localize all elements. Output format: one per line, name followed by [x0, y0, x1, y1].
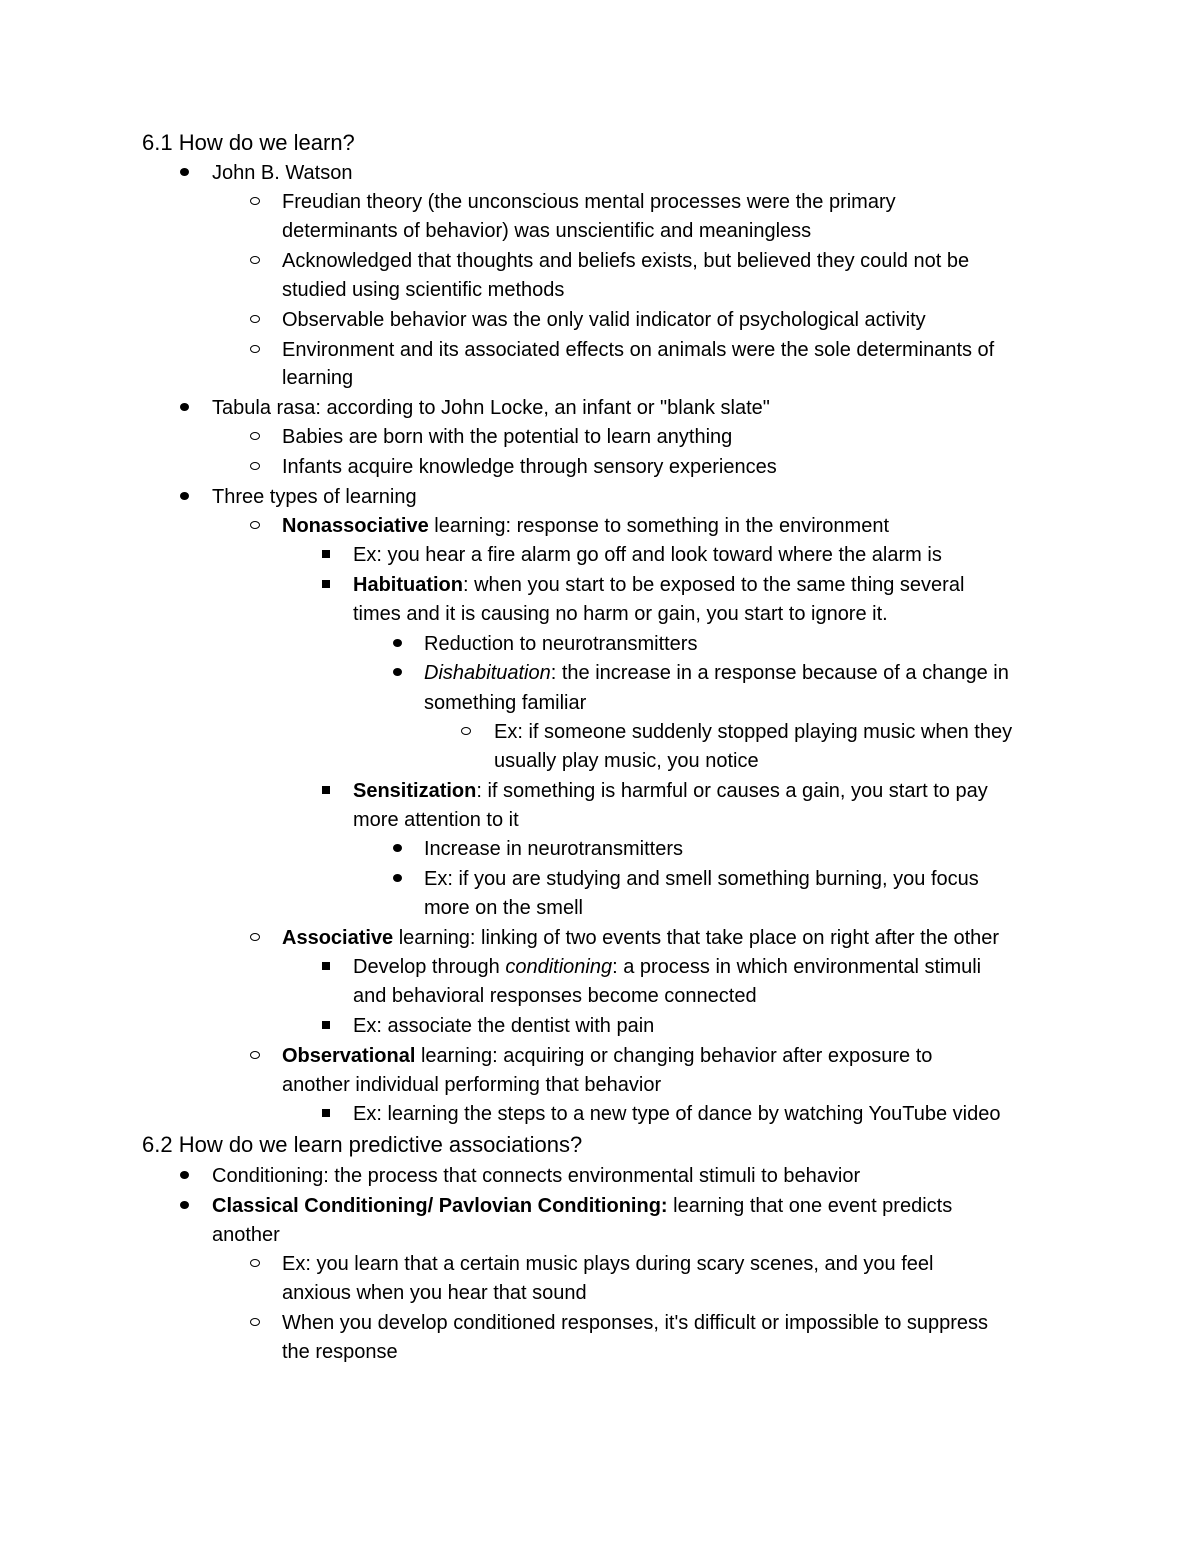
outline-line	[494, 747, 759, 776]
outline-line	[353, 571, 964, 600]
square-bullet-icon	[315, 541, 337, 570]
outline-line	[282, 247, 969, 276]
bold-term: Habituation	[353, 574, 463, 596]
circle-bullet-icon	[244, 512, 266, 541]
line-text: Three types of learning	[212, 486, 417, 508]
line-text: learning: response to something in the environment	[428, 515, 890, 537]
disc-bullet-icon	[173, 394, 195, 423]
outline-line	[212, 159, 352, 188]
outline-line	[282, 1279, 587, 1308]
line-text: Reduction to neurotransmitters	[424, 633, 698, 655]
outline-line	[282, 924, 999, 953]
outline-line	[494, 718, 1012, 747]
circle-bullet-icon	[244, 247, 266, 276]
square-bullet-icon	[315, 953, 337, 982]
outline-line	[282, 306, 926, 335]
outline-line	[282, 336, 994, 365]
outline-line	[212, 394, 770, 423]
circle-bullet-icon	[244, 1309, 266, 1338]
line-text: Ex: if you are studying and smell something burning, you focus	[424, 868, 979, 890]
line-text: the response	[282, 1341, 398, 1363]
circle-bullet-icon	[244, 453, 266, 482]
line-text: When you develop conditioned responses, it's difficult or impossible to suppress	[282, 1312, 989, 1334]
line-text: 6.1 How do we learn?	[142, 130, 355, 155]
bold-term: Observational	[282, 1045, 416, 1067]
line-text: times and it is causing no harm or gain, you start to ignore it.	[353, 603, 888, 625]
outline-line	[212, 1192, 952, 1221]
disc-bullet-icon	[386, 865, 408, 894]
line-text: learning	[282, 367, 354, 389]
outline-line	[282, 1071, 661, 1100]
outline-line	[212, 1221, 280, 1250]
circle-bullet-icon	[244, 306, 266, 335]
circle-bullet-icon	[244, 1042, 266, 1071]
line-text: another	[212, 1224, 280, 1246]
outline-line	[353, 1012, 654, 1041]
line-text: Freudian theory (the unconscious mental processes were the primary	[282, 191, 896, 213]
outline-line	[282, 1338, 398, 1367]
outline-line	[424, 865, 979, 894]
outline-line	[282, 276, 564, 305]
line-text: Babies are born with the potential to learn anything	[282, 426, 733, 448]
disc-bullet-icon	[173, 159, 195, 188]
square-bullet-icon	[315, 777, 337, 806]
section-heading	[142, 1130, 582, 1159]
line-text: something familiar	[424, 692, 587, 714]
outline-line	[212, 1162, 860, 1191]
line-text: more attention to it	[353, 809, 519, 831]
square-bullet-icon	[315, 571, 337, 600]
outline-line	[353, 953, 981, 982]
outline-line	[353, 806, 519, 835]
outline-line	[424, 894, 583, 923]
outline-line	[424, 689, 586, 718]
bold-term: Classical Conditioning/ Pavlovian Conditioning:	[212, 1195, 668, 1217]
outline-line	[353, 777, 988, 806]
outline-line	[282, 1042, 932, 1071]
line-text: Ex: associate the dentist with pain	[353, 1015, 655, 1037]
line-text: Develop through	[353, 956, 506, 978]
line-text: : a process in which environmental stimuli	[612, 956, 982, 978]
line-text: studied using scientific methods	[282, 279, 565, 301]
bold-term: Nonassociative	[282, 515, 429, 537]
outline-line	[282, 423, 732, 452]
outline-line	[353, 600, 888, 629]
disc-bullet-icon	[173, 1192, 195, 1221]
line-text: Ex: learning the steps to a new type of dance by watching YouTube video	[353, 1103, 1001, 1125]
italic-term: Dishabituation	[424, 662, 551, 684]
line-text: Tabula rasa: according to John Locke, an infant or "blank slate"	[212, 397, 770, 419]
disc-bullet-icon	[386, 659, 408, 688]
outline-line	[424, 659, 1009, 688]
line-text: : when you start to be exposed to the same thing several	[463, 574, 965, 596]
outline-line	[282, 512, 889, 541]
line-text: more on the smell	[424, 897, 583, 919]
outline-line	[212, 483, 417, 512]
line-text: John B. Watson	[212, 162, 353, 184]
line-text: another individual performing that behavior	[282, 1074, 662, 1096]
circle-bullet-icon	[244, 336, 266, 365]
line-text: learning: acquiring or changing behavior after exposure to	[415, 1045, 933, 1067]
circle-bullet-icon	[244, 188, 266, 217]
line-text: Ex: if someone suddenly stopped playing music when they	[494, 721, 1013, 743]
circle-bullet-icon	[244, 1250, 266, 1279]
outline-line	[424, 630, 697, 659]
line-text: Infants acquire knowledge through sensory experiences	[282, 456, 777, 478]
line-text: determinants of behavior) was unscientific and meaningless	[282, 220, 812, 242]
line-text: 6.2 How do we learn predictive associations?	[142, 1132, 583, 1157]
line-text: Acknowledged that thoughts and beliefs exists, but believed they could not be	[282, 250, 970, 272]
line-text: anxious when you hear that sound	[282, 1282, 587, 1304]
bold-term: Sensitization	[353, 780, 477, 802]
section-heading	[142, 128, 355, 157]
outline-line	[353, 541, 942, 570]
disc-bullet-icon	[386, 630, 408, 659]
line-text: Environment and its associated effects on animals were the sole determinants of	[282, 339, 995, 361]
circle-bullet-icon	[455, 718, 477, 747]
square-bullet-icon	[315, 1100, 337, 1129]
line-text: usually play music, you notice	[494, 750, 759, 772]
line-text: learning that one event predicts	[667, 1195, 953, 1217]
square-bullet-icon	[315, 1012, 337, 1041]
line-text: and behavioral responses become connected	[353, 985, 757, 1007]
line-text: Ex: you learn that a certain music plays during scary scenes, and you feel	[282, 1253, 934, 1275]
outline-line	[282, 217, 811, 246]
outline-line	[282, 364, 353, 393]
line-text: Observable behavior was the only valid indicator of psychological activity	[282, 309, 926, 331]
outline-line	[424, 835, 683, 864]
line-text: : if something is harmful or causes a gain, you start to pay	[476, 780, 988, 802]
disc-bullet-icon	[386, 835, 408, 864]
circle-bullet-icon	[244, 423, 266, 452]
outline-line	[282, 453, 777, 482]
line-text: learning: linking of two events that take place on right after the other	[393, 927, 1000, 949]
outline-line	[282, 188, 896, 217]
outline-line	[353, 1100, 1000, 1129]
outline-line	[282, 1309, 988, 1338]
italic-term: conditioning	[505, 956, 613, 978]
outline-line	[353, 982, 757, 1011]
outline-line	[282, 1250, 933, 1279]
line-text: Increase in neurotransmitters	[424, 838, 684, 860]
circle-bullet-icon	[244, 924, 266, 953]
disc-bullet-icon	[173, 483, 195, 512]
line-text: Conditioning: the process that connects environmental stimuli to behavior	[212, 1165, 861, 1187]
disc-bullet-icon	[173, 1162, 195, 1191]
line-text: Ex: you hear a fire alarm go off and look toward where the alarm is	[353, 544, 942, 566]
bold-term: Associative	[282, 927, 394, 949]
line-text: : the increase in a response because of a change in	[550, 662, 1009, 684]
